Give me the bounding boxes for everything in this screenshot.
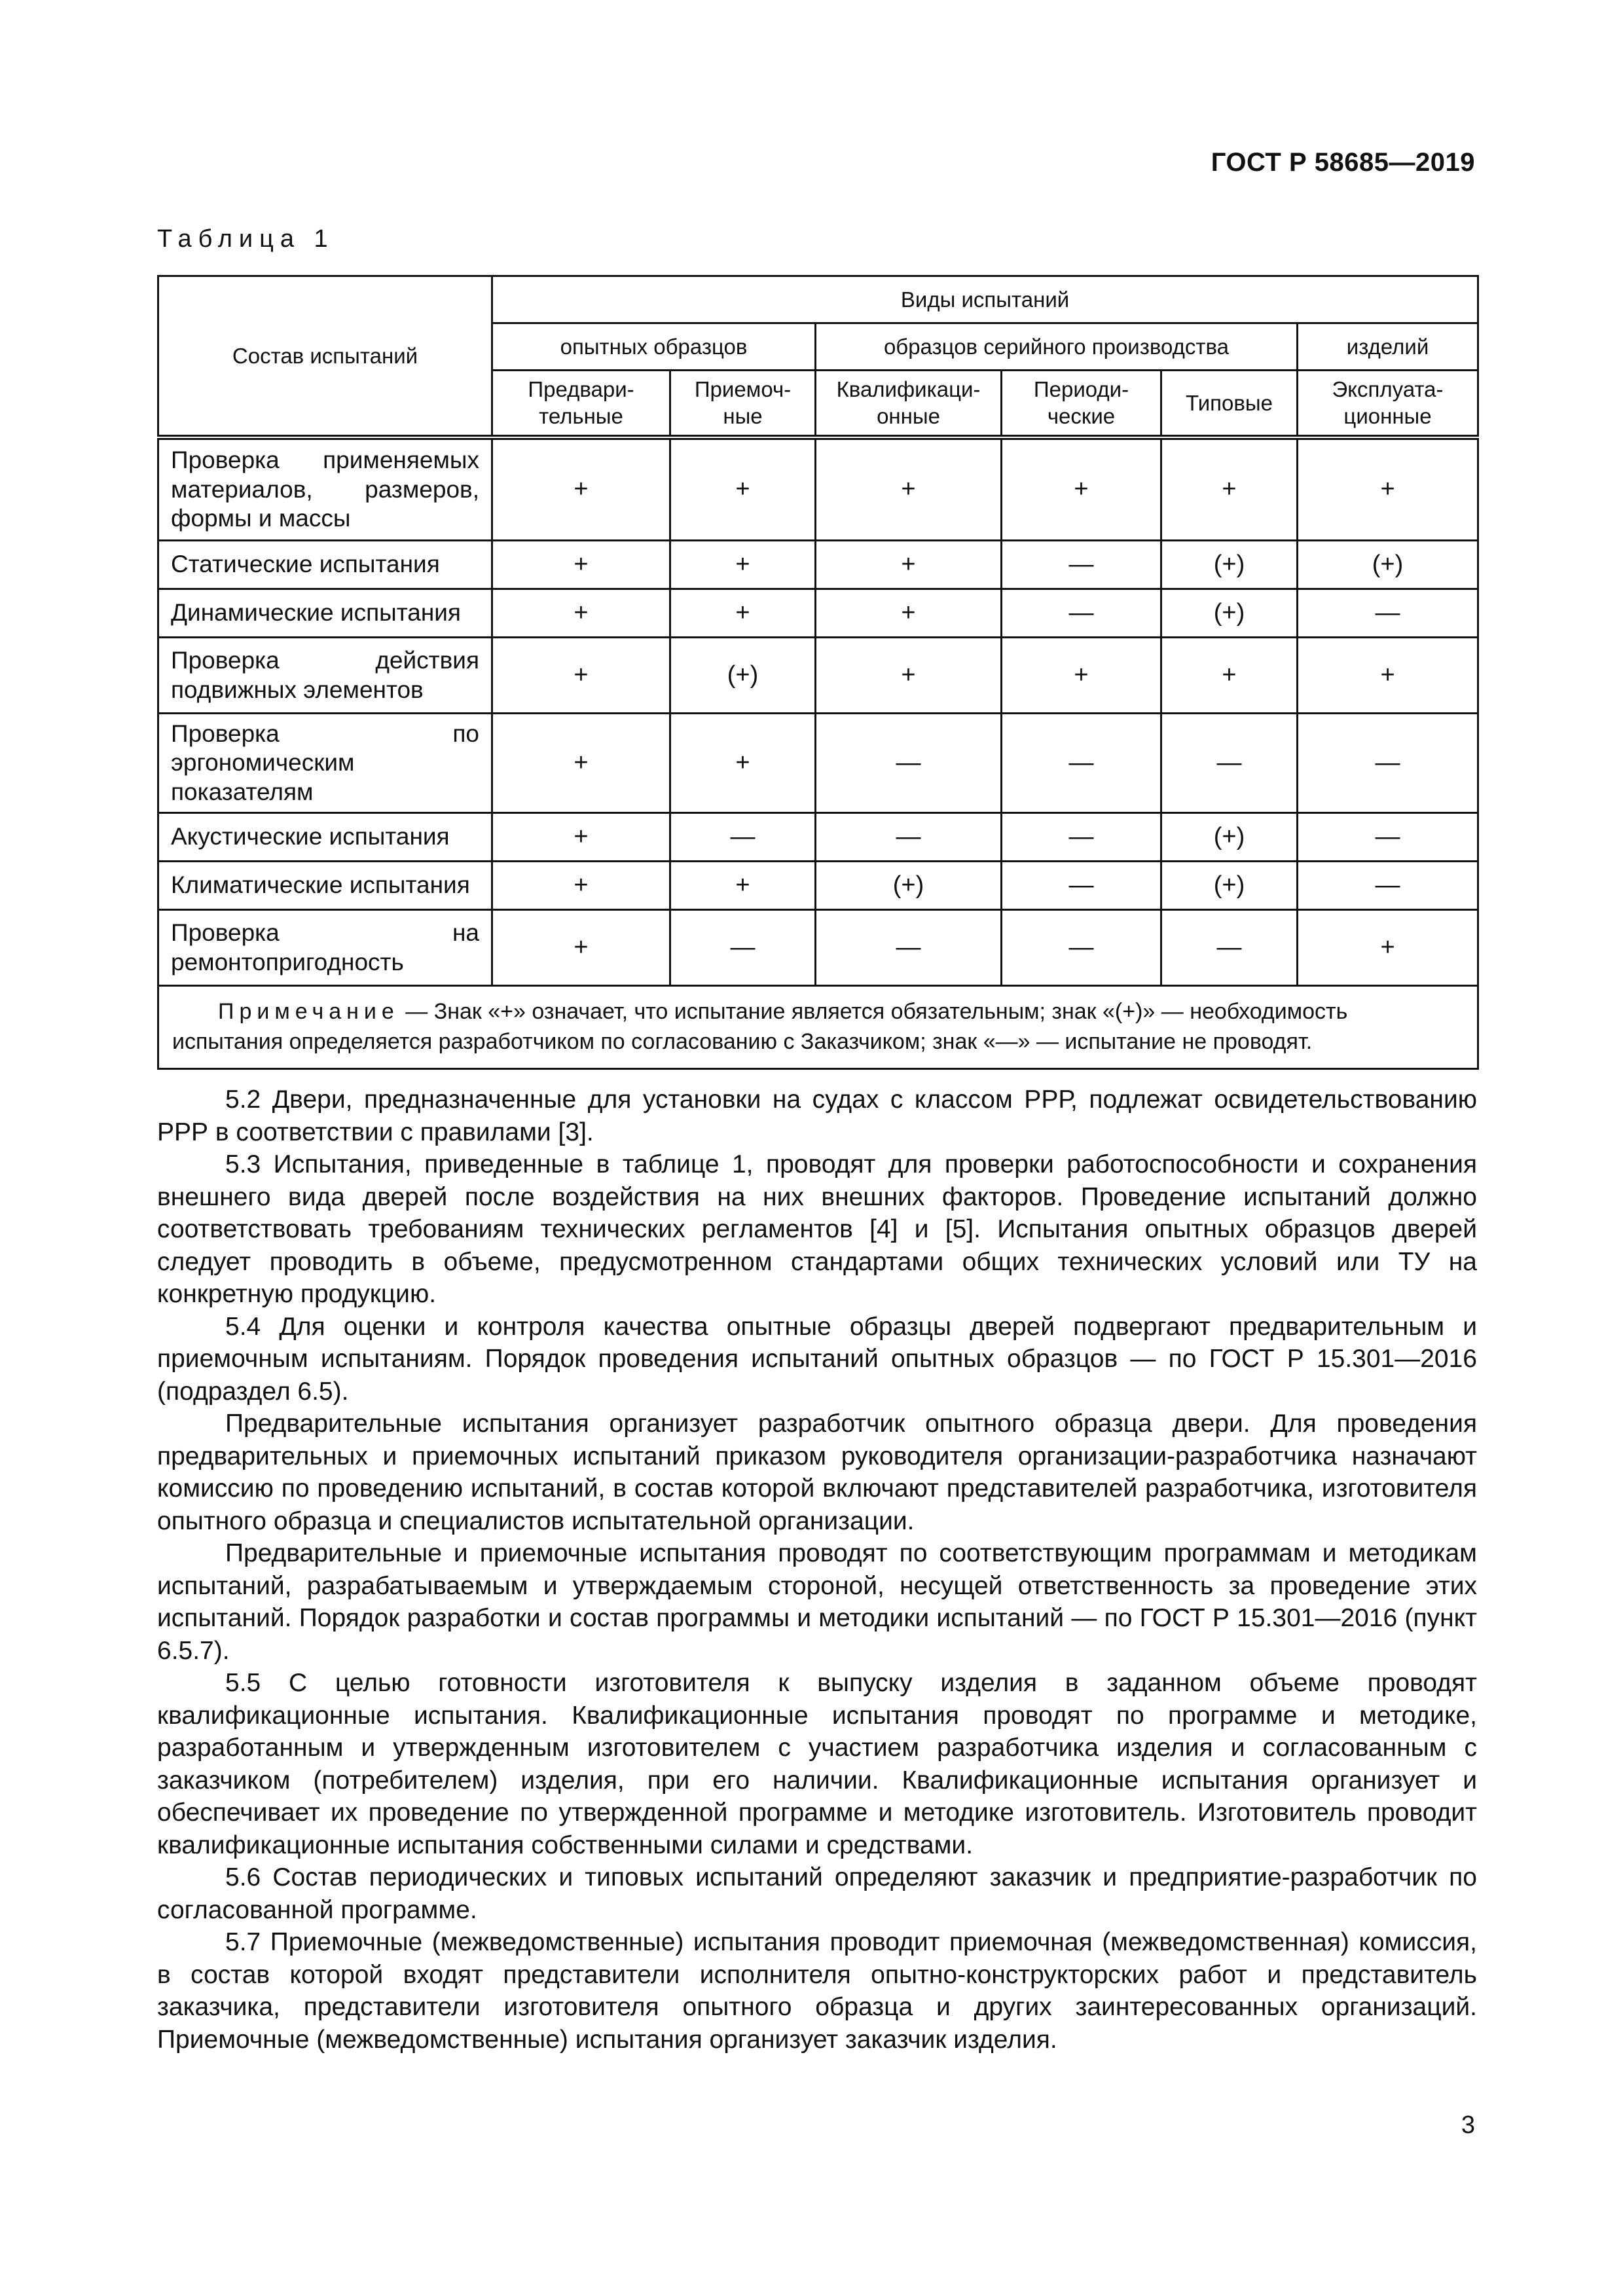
table-cell: (+) xyxy=(1161,813,1298,862)
paragraph: Предварительные испытания организует разработчик опытного образца двери. Для проведения предварительных и приемочных испытаний приказом руководителя организации-разработчика назначают комиссию по проведению испытаний, в состав которой включают представителей разработчика, изготовителя опытного образца и специалистов испытательной организации. xyxy=(157,1410,1477,1535)
note-label: Примечание xyxy=(218,999,399,1025)
table-cell: — xyxy=(1002,714,1161,813)
row-label: Акустические испытания xyxy=(158,813,492,862)
table-row xyxy=(158,813,1478,862)
subgroup-header: изделий xyxy=(1298,323,1478,371)
table-cell: + xyxy=(492,541,670,589)
table-cell: + xyxy=(492,862,670,910)
table-cell: (+) xyxy=(1161,862,1298,910)
table-note xyxy=(158,986,1478,1069)
table-cell: (+) xyxy=(816,862,1002,910)
table-cell: — xyxy=(1002,910,1161,986)
table-row xyxy=(158,437,1478,541)
subgroup-header: опытных образцов xyxy=(492,323,816,371)
table-caption: Таблица 1 xyxy=(157,225,335,253)
table-cell: + xyxy=(670,541,816,589)
table-cell: + xyxy=(1161,437,1298,541)
table-cell: (+) xyxy=(1161,541,1298,589)
table-cell: — xyxy=(670,813,816,862)
column-header: Предвари- тельные xyxy=(492,371,670,437)
column-header: Эксплуата- ционные xyxy=(1298,371,1478,437)
paragraph: 5.2 Двери, предназначенные для установки на судах с классом РРР, подлежат освидетельствованию РРР в соответствии с правилами [3]. xyxy=(157,1085,1477,1146)
table-cell: — xyxy=(816,910,1002,986)
table-cell: — xyxy=(816,714,1002,813)
table-cell: + xyxy=(492,638,670,714)
table-row xyxy=(158,910,1478,986)
document-code: ГОСТ Р 58685—2019 xyxy=(1211,148,1475,177)
table-cell: + xyxy=(492,813,670,862)
table-row xyxy=(158,862,1478,910)
table-cell: — xyxy=(1298,589,1478,638)
table-row xyxy=(158,638,1478,714)
row-label: Проверка по эргономическим показателям xyxy=(158,714,492,813)
row-label: Проверка на ремонтопригодность xyxy=(158,910,492,986)
table-cell: — xyxy=(1002,589,1161,638)
row-label: Климатические испытания xyxy=(158,862,492,910)
table-cell: + xyxy=(1161,638,1298,714)
page-number: 3 xyxy=(1461,2111,1475,2139)
table-cell: + xyxy=(492,589,670,638)
table-cell: — xyxy=(1002,541,1161,589)
table-cell: + xyxy=(816,437,1002,541)
table-cell: + xyxy=(492,714,670,813)
table-cell: + xyxy=(1298,638,1478,714)
table-cell: (+) xyxy=(670,638,816,714)
table-cell: (+) xyxy=(1298,541,1478,589)
table-cell: + xyxy=(492,910,670,986)
row-label: Статические испытания xyxy=(158,541,492,589)
table-cell: (+) xyxy=(1161,589,1298,638)
column-header: Типовые xyxy=(1161,371,1298,437)
table-cell: — xyxy=(670,910,816,986)
table-cell: + xyxy=(816,638,1002,714)
table-cell: + xyxy=(1298,437,1478,541)
table-row xyxy=(158,541,1478,589)
table-cell: + xyxy=(670,589,816,638)
table-cell: + xyxy=(816,541,1002,589)
note-text: — Знак «+» означает, что испытание является обязательным; знак «(+)» — необходимость испытания определяется разработчиком по согласованию с Заказчиком; знак «—» — испытание не проводят. xyxy=(172,999,1348,1055)
table-row xyxy=(158,589,1478,638)
table-cell: — xyxy=(1161,910,1298,986)
table-cell: + xyxy=(670,714,816,813)
table-cell: — xyxy=(816,813,1002,862)
paragraph: 5.7 Приемочные (межведомственные) испытания проводит приемочная (межведомственная) комиссия, в состав которой входят представители исполнителя опытно-конструкторских работ и представитель заказчика, представители изготовителя опытного образца и других заинтересованных организаций. Приемочные (межведомственные) испытания организует заказчик изделия. xyxy=(157,1928,1477,2054)
column-header: Квалификаци- онные xyxy=(816,371,1002,437)
table-cell: + xyxy=(816,589,1002,638)
paragraph: 5.6 Состав периодических и типовых испытаний определяют заказчик и предприятие-разработчик по согласованной программе. xyxy=(157,1863,1477,1924)
table-cell: — xyxy=(1298,813,1478,862)
paragraph: Предварительные и приемочные испытания проводят по соответствующим программам и методикам испытаний, разрабатываемым и утверждаемым стороной, несущей ответственность за проведение этих испытаний. Порядок разработки и состав программы и методики испытаний — по ГОСТ Р 15.301—2016 (пункт 6.5.7). xyxy=(157,1539,1477,1665)
table-cell: — xyxy=(1161,714,1298,813)
row-label: Проверка применяемых материалов, размеров, формы и массы xyxy=(158,437,492,541)
table-cell: + xyxy=(1002,638,1161,714)
table-cell: + xyxy=(1002,437,1161,541)
table-cell: + xyxy=(670,437,816,541)
paragraph: 5.5 С целью готовности изготовителя к выпуску изделия в заданном объеме проводят квалификационные испытания. Квалификационные испытания проводят по программе и методике, разработанным и утвержденным изготовителем с участием разработчика изделия и согласованным с заказчиком (потребителем) изделия, при его наличии. Квалификационные испытания организует и обеспечивает их проведение по утвержденной программе и методике изготовитель. Изготовитель проводит квалификационные испытания собственными силами и средствами. xyxy=(157,1669,1477,1859)
tests-table xyxy=(157,275,1479,1070)
table-cell: + xyxy=(670,862,816,910)
table-cell: — xyxy=(1298,862,1478,910)
corner-header: Состав испытаний xyxy=(158,276,492,437)
table-cell: + xyxy=(1298,910,1478,986)
table-row xyxy=(158,714,1478,813)
table-cell: — xyxy=(1002,813,1161,862)
subgroup-header: образцов серийного производства xyxy=(816,323,1298,371)
table-cell: — xyxy=(1298,714,1478,813)
row-label: Проверка действия подвижных элементов xyxy=(158,638,492,714)
body-text xyxy=(157,1084,1477,2056)
row-label: Динамические испытания xyxy=(158,589,492,638)
table-cell: + xyxy=(492,437,670,541)
column-header: Приемоч- ные xyxy=(670,371,816,437)
paragraph: 5.3 Испытания, приведенные в таблице 1, проводят для проверки работоспособности и сохранения внешнего вида дверей после воздействия на них внешних факторов. Проведение испытаний должно соответствовать требованиям технических регламентов [4] и [5]. Испытания опытных образцов дверей следует проводить в объеме, предусмотренном стандартами общих технических условий или ТУ на конкретную продукцию. xyxy=(157,1150,1477,1308)
group-header: Виды испытаний xyxy=(492,276,1478,323)
paragraph: 5.4 Для оценки и контроля качества опытные образцы дверей подвергают предварительным и приемочным испытаниям. Порядок проведения испытаний опытных образцов — по ГОСТ Р 15.301—2016 (подраздел 6.5). xyxy=(157,1312,1477,1406)
table-cell: — xyxy=(1002,862,1161,910)
column-header: Периоди- ческие xyxy=(1002,371,1161,437)
